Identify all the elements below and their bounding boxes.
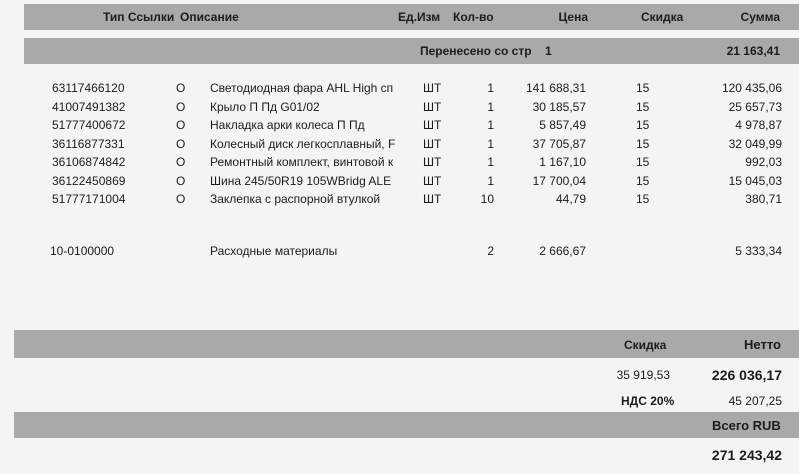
- totals-header-bar: [14, 330, 799, 358]
- item-qty: 10: [480, 192, 494, 206]
- item-discount: 15: [636, 173, 650, 188]
- materials-row: [0, 244, 799, 262]
- item-type: O: [176, 192, 186, 206]
- carried-forward-label: Перенесено со стр: [420, 44, 532, 58]
- item-price: 37 705,87: [532, 136, 586, 151]
- item-unit: ШТ: [423, 192, 442, 206]
- materials-qty: 2: [487, 244, 494, 258]
- carried-forward-amount: 21 163,41: [726, 44, 780, 58]
- item-row: [0, 100, 799, 118]
- totals-vat-value: 45 207,25: [728, 394, 782, 408]
- totals-net-value: 226 036,17: [711, 367, 782, 383]
- item-row: [0, 118, 799, 136]
- item-discount: 15: [636, 136, 650, 151]
- totals-net-label: Нетто: [744, 337, 781, 352]
- item-type: O: [176, 118, 186, 132]
- item-qty: 1: [487, 118, 494, 132]
- item-qty: 1: [487, 173, 494, 188]
- item-description: Колесный диск легкосплавный, F: [210, 136, 396, 151]
- materials-description: Расходные материалы: [210, 244, 338, 258]
- item-sum: 4 978,87: [735, 118, 782, 132]
- item-qty: 1: [487, 81, 494, 95]
- carried-forward-page: 1: [545, 44, 552, 58]
- item-description: Ремонтный комплект, винтовой к: [210, 155, 394, 169]
- item-discount: 15: [636, 192, 650, 206]
- item-code: 36122450869: [52, 173, 126, 188]
- item-qty: 1: [487, 155, 494, 169]
- item-code: 51777171004: [52, 192, 126, 206]
- item-type: O: [176, 99, 186, 114]
- item-description: Шина 245/50R19 105WBridg ALE: [210, 173, 392, 188]
- item-row: [0, 192, 799, 210]
- header-price: Цена: [558, 10, 588, 24]
- item-discount: 15: [636, 81, 650, 95]
- item-sum: 32 049,99: [728, 136, 782, 151]
- item-code: 36106874842: [52, 155, 126, 169]
- item-sum: 15 045,03: [728, 173, 782, 188]
- item-code: 51777400672: [52, 118, 126, 132]
- item-type: O: [176, 81, 186, 95]
- item-sum: 120 435,06: [721, 81, 782, 95]
- item-price: 141 688,31: [525, 81, 586, 95]
- item-type: O: [176, 173, 186, 188]
- item-code: 63117466120: [52, 81, 125, 95]
- item-price: 5 857,49: [539, 118, 586, 132]
- materials-price: 2 666,67: [539, 244, 586, 258]
- item-discount: 15: [636, 118, 650, 132]
- item-sum: 380,71: [745, 192, 782, 206]
- item-row: [0, 174, 799, 192]
- header-discount: Скидка: [641, 10, 684, 24]
- materials-code: 10-0100000: [50, 244, 115, 258]
- item-price: 17 700,04: [532, 173, 586, 188]
- item-unit: ШТ: [423, 81, 442, 95]
- grand-total-bar: [14, 412, 799, 438]
- item-sum: 992,03: [745, 155, 782, 169]
- item-description: Крыло П Пд G01/02: [210, 99, 320, 114]
- header-qty: Кол-во: [453, 10, 494, 24]
- item-code: 41007491382: [52, 99, 126, 114]
- item-code: 36116877331: [52, 136, 125, 151]
- item-price: 1 167,10: [539, 155, 586, 169]
- item-qty: 1: [487, 99, 494, 114]
- totals-discount-value: 35 919,53: [616, 368, 670, 382]
- materials-sum: 5 333,34: [735, 244, 782, 258]
- header-sum: Сумма: [740, 10, 780, 24]
- item-description: Светодиодная фара AHL High сп: [210, 81, 394, 95]
- item-unit: ШТ: [423, 173, 442, 188]
- item-discount: 15: [636, 99, 650, 114]
- item-row: [0, 81, 799, 99]
- item-unit: ШТ: [423, 99, 442, 114]
- item-row: [0, 137, 799, 155]
- item-unit: ШТ: [423, 155, 442, 169]
- item-unit: ШТ: [423, 136, 442, 151]
- item-unit: ШТ: [423, 118, 442, 132]
- totals-discount-label: Скидка: [624, 338, 667, 352]
- item-qty: 1: [487, 136, 494, 151]
- header-type-ref: Тип Ссылки: [103, 10, 175, 24]
- item-price: 30 185,57: [532, 99, 586, 114]
- item-description: Накладка арки колеса П Пд: [210, 118, 365, 132]
- item-description: Заклепка с распорной втулкой: [210, 192, 381, 206]
- item-type: O: [176, 155, 186, 169]
- item-row: [0, 155, 799, 173]
- totals-total-label: Всего RUB: [712, 418, 781, 433]
- item-type: O: [176, 136, 186, 151]
- item-discount: 15: [636, 155, 650, 169]
- header-description: Описание: [180, 10, 239, 24]
- header-unit: Ед.Изм: [398, 10, 441, 24]
- totals-vat-label: НДС 20%: [621, 394, 675, 408]
- item-price: 44,79: [555, 192, 586, 206]
- totals-total-value: 271 243,42: [711, 447, 782, 463]
- item-sum: 25 657,73: [728, 99, 782, 114]
